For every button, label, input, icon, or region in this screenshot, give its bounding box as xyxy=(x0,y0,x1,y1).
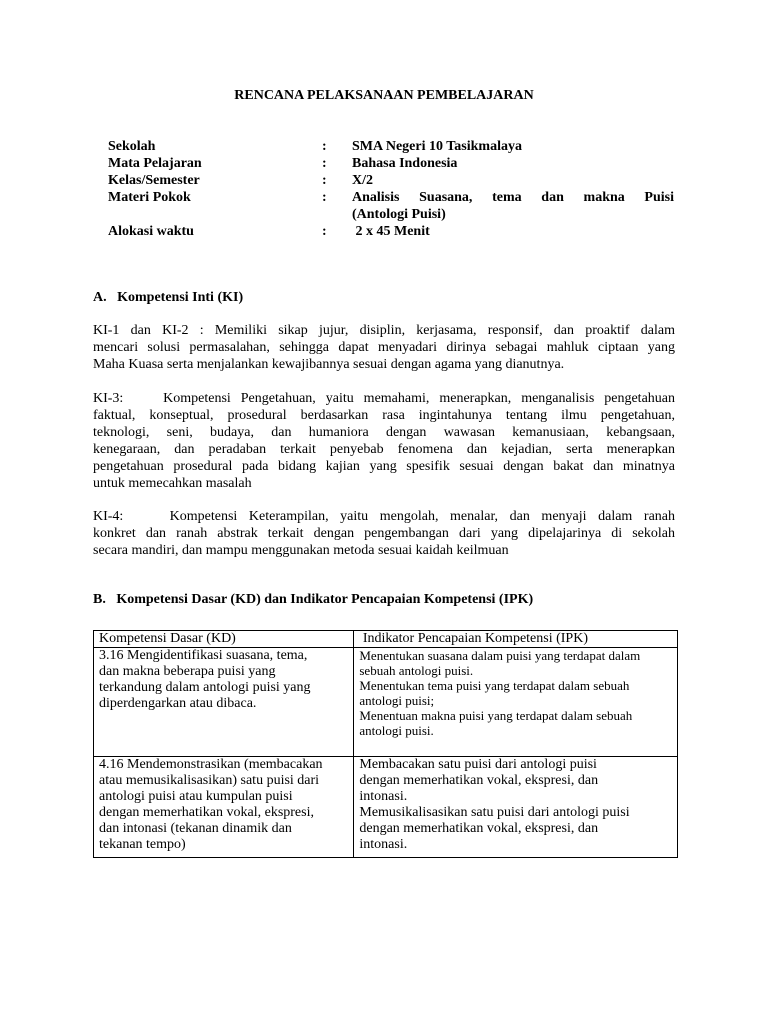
document-title: RENCANA PELAKSANAAN PEMBELAJARAN xyxy=(234,88,534,103)
info-row-mata-pelajaran xyxy=(108,155,674,172)
info-colon: : xyxy=(322,173,327,188)
paragraph-line: Maha Kuasa serta menjalankan kewajibannya sesuai dengan agama yang dianutnya. xyxy=(93,357,565,372)
info-value: Analisis Suasana, tema dan makna Puisi xyxy=(352,190,674,205)
section-b-heading: B. Kompetensi Dasar (KD) dan Indikator Pencapaian Kompetensi (IPK) xyxy=(93,592,534,607)
info-label: Sekolah xyxy=(108,139,156,154)
kd-cell xyxy=(94,648,354,757)
info-colon: : xyxy=(322,190,327,205)
info-block xyxy=(108,138,674,240)
paragraph-line: KI-4: Kompetensi Keterampilan, yaitu mengolah, menalar, dan menyaji dalam ranah xyxy=(93,509,675,524)
info-label: Materi Pokok xyxy=(108,190,191,205)
kd-line: dan intonasi (tekanan dinamik dan xyxy=(99,821,292,836)
header-kd: Kompetensi Dasar (KD) xyxy=(94,631,354,648)
paragraph-line: faktual, konseptual, prosedural berdasarkan rasa ingintahunya tentang ilmu pengetahuan, xyxy=(93,408,675,423)
paragraph-line: KI-3: Kompetensi Pengetahuan, yaitu memahami, menerapkan, menganalisis pengetahuan xyxy=(93,391,675,406)
table-header-row xyxy=(94,631,678,648)
kd-line: 4.16 Mendemonstrasikan (membacakan xyxy=(99,757,323,772)
paragraph-line: kenegaraan, dan peradaban terkait penyebab fenomena dan kejadian, serta menerapkan xyxy=(93,442,675,457)
info-row-kelas-semester xyxy=(108,172,674,189)
kd-line: dan makna beberapa puisi yang xyxy=(99,664,276,679)
kd-line: terkandung dalam antologi puisi yang xyxy=(99,680,311,695)
header-ipk: Indikator Pencapaian Kompetensi (IPK) xyxy=(354,631,678,648)
table-row xyxy=(94,757,678,858)
ipk-line: Menentukan suasana dalam puisi yang terdapat dalam xyxy=(359,648,641,663)
paragraph-line: KI-1 dan KI-2 : Memiliki sikap jujur, disiplin, kerjasama, responsif, dan proaktif dalam xyxy=(93,323,675,338)
kd-cell xyxy=(94,757,354,858)
ipk-line: Menentuan makna puisi yang terdapat dalam sebuah xyxy=(359,708,633,723)
table-row xyxy=(94,648,678,757)
ki-3-paragraph xyxy=(93,390,675,492)
info-label: Kelas/Semester xyxy=(108,173,200,188)
ipk-line: dengan memerhatikan vokal, ekspresi, dan xyxy=(359,773,599,788)
paragraph-line: pengetahuan prosedural pada bidang kajian yang spesifik sesuai dengan bakat dan minatnya xyxy=(93,459,675,474)
info-colon: : xyxy=(322,156,327,171)
paragraph-line: secara mandiri, dan mampu menggunakan metoda sesuai kaidah keilmuan xyxy=(93,543,509,558)
info-value: SMA Negeri 10 Tasikmalaya xyxy=(352,139,522,154)
paragraph-line: teknologi, seni, budaya, dan humaniora dengan wawasan kemanusiaan, kebangsaan, xyxy=(93,425,675,440)
paragraph-line: untuk memecahkan masalah xyxy=(93,476,252,491)
info-value: X/2 xyxy=(352,173,373,188)
kd-line: antologi puisi atau kumpulan puisi xyxy=(99,789,293,804)
kd-line: atau memusikalisasikan) satu puisi dari xyxy=(99,773,320,788)
paragraph-line: konkret dan ranah abstrak terkait dengan pengembangan dari yang dipelajarinya di sekolah xyxy=(93,526,675,541)
info-row-alokasi-waktu xyxy=(108,223,674,240)
ipk-cell xyxy=(354,757,678,858)
info-colon: : xyxy=(322,224,327,239)
ki-1-2-paragraph xyxy=(93,322,675,373)
kd-line: 3.16 Mengidentifikasi suasana, tema, xyxy=(99,648,308,663)
kd-ipk-table xyxy=(93,630,678,858)
ipk-line: antologi puisi. xyxy=(359,723,434,738)
kd-line: diperdengarkan atau dibaca. xyxy=(99,696,257,711)
ipk-line: dengan memerhatikan vokal, ekspresi, dan xyxy=(359,821,599,836)
ipk-line: Menentukan tema puisi yang terdapat dalam sebuah xyxy=(359,678,630,693)
ipk-line: Membacakan satu puisi dari antologi puisi xyxy=(359,757,597,772)
ipk-cell xyxy=(354,648,678,757)
kd-line: tekanan tempo) xyxy=(99,837,186,852)
ipk-line: sebuah antologi puisi. xyxy=(359,663,474,678)
ipk-line: intonasi. xyxy=(359,789,408,804)
section-a-heading: A. Kompetensi Inti (KI) xyxy=(93,290,244,305)
ki-4-paragraph xyxy=(93,508,675,559)
info-label: Alokasi waktu xyxy=(108,224,194,239)
ipk-line: antologi puisi; xyxy=(359,693,435,708)
ipk-line: intonasi. xyxy=(359,837,408,852)
paragraph-line: mencari solusi permasalahan, sehingga dapat menyadari dirinya sebagai mahluk ciptaan yang xyxy=(93,340,675,355)
info-row-materi-pokok xyxy=(108,189,674,206)
kd-line: dengan memerhatikan vokal, ekspresi, xyxy=(99,805,314,820)
info-colon: : xyxy=(322,139,327,154)
info-value: Bahasa Indonesia xyxy=(352,156,458,171)
info-value: 2 x 45 Menit xyxy=(352,224,430,239)
info-label: Mata Pelajaran xyxy=(108,156,202,171)
info-value-continuation: (Antologi Puisi) xyxy=(352,207,446,222)
ipk-line: Memusikalisasikan satu puisi dari antologi puisi xyxy=(359,805,630,820)
info-row-sekolah xyxy=(108,138,674,155)
